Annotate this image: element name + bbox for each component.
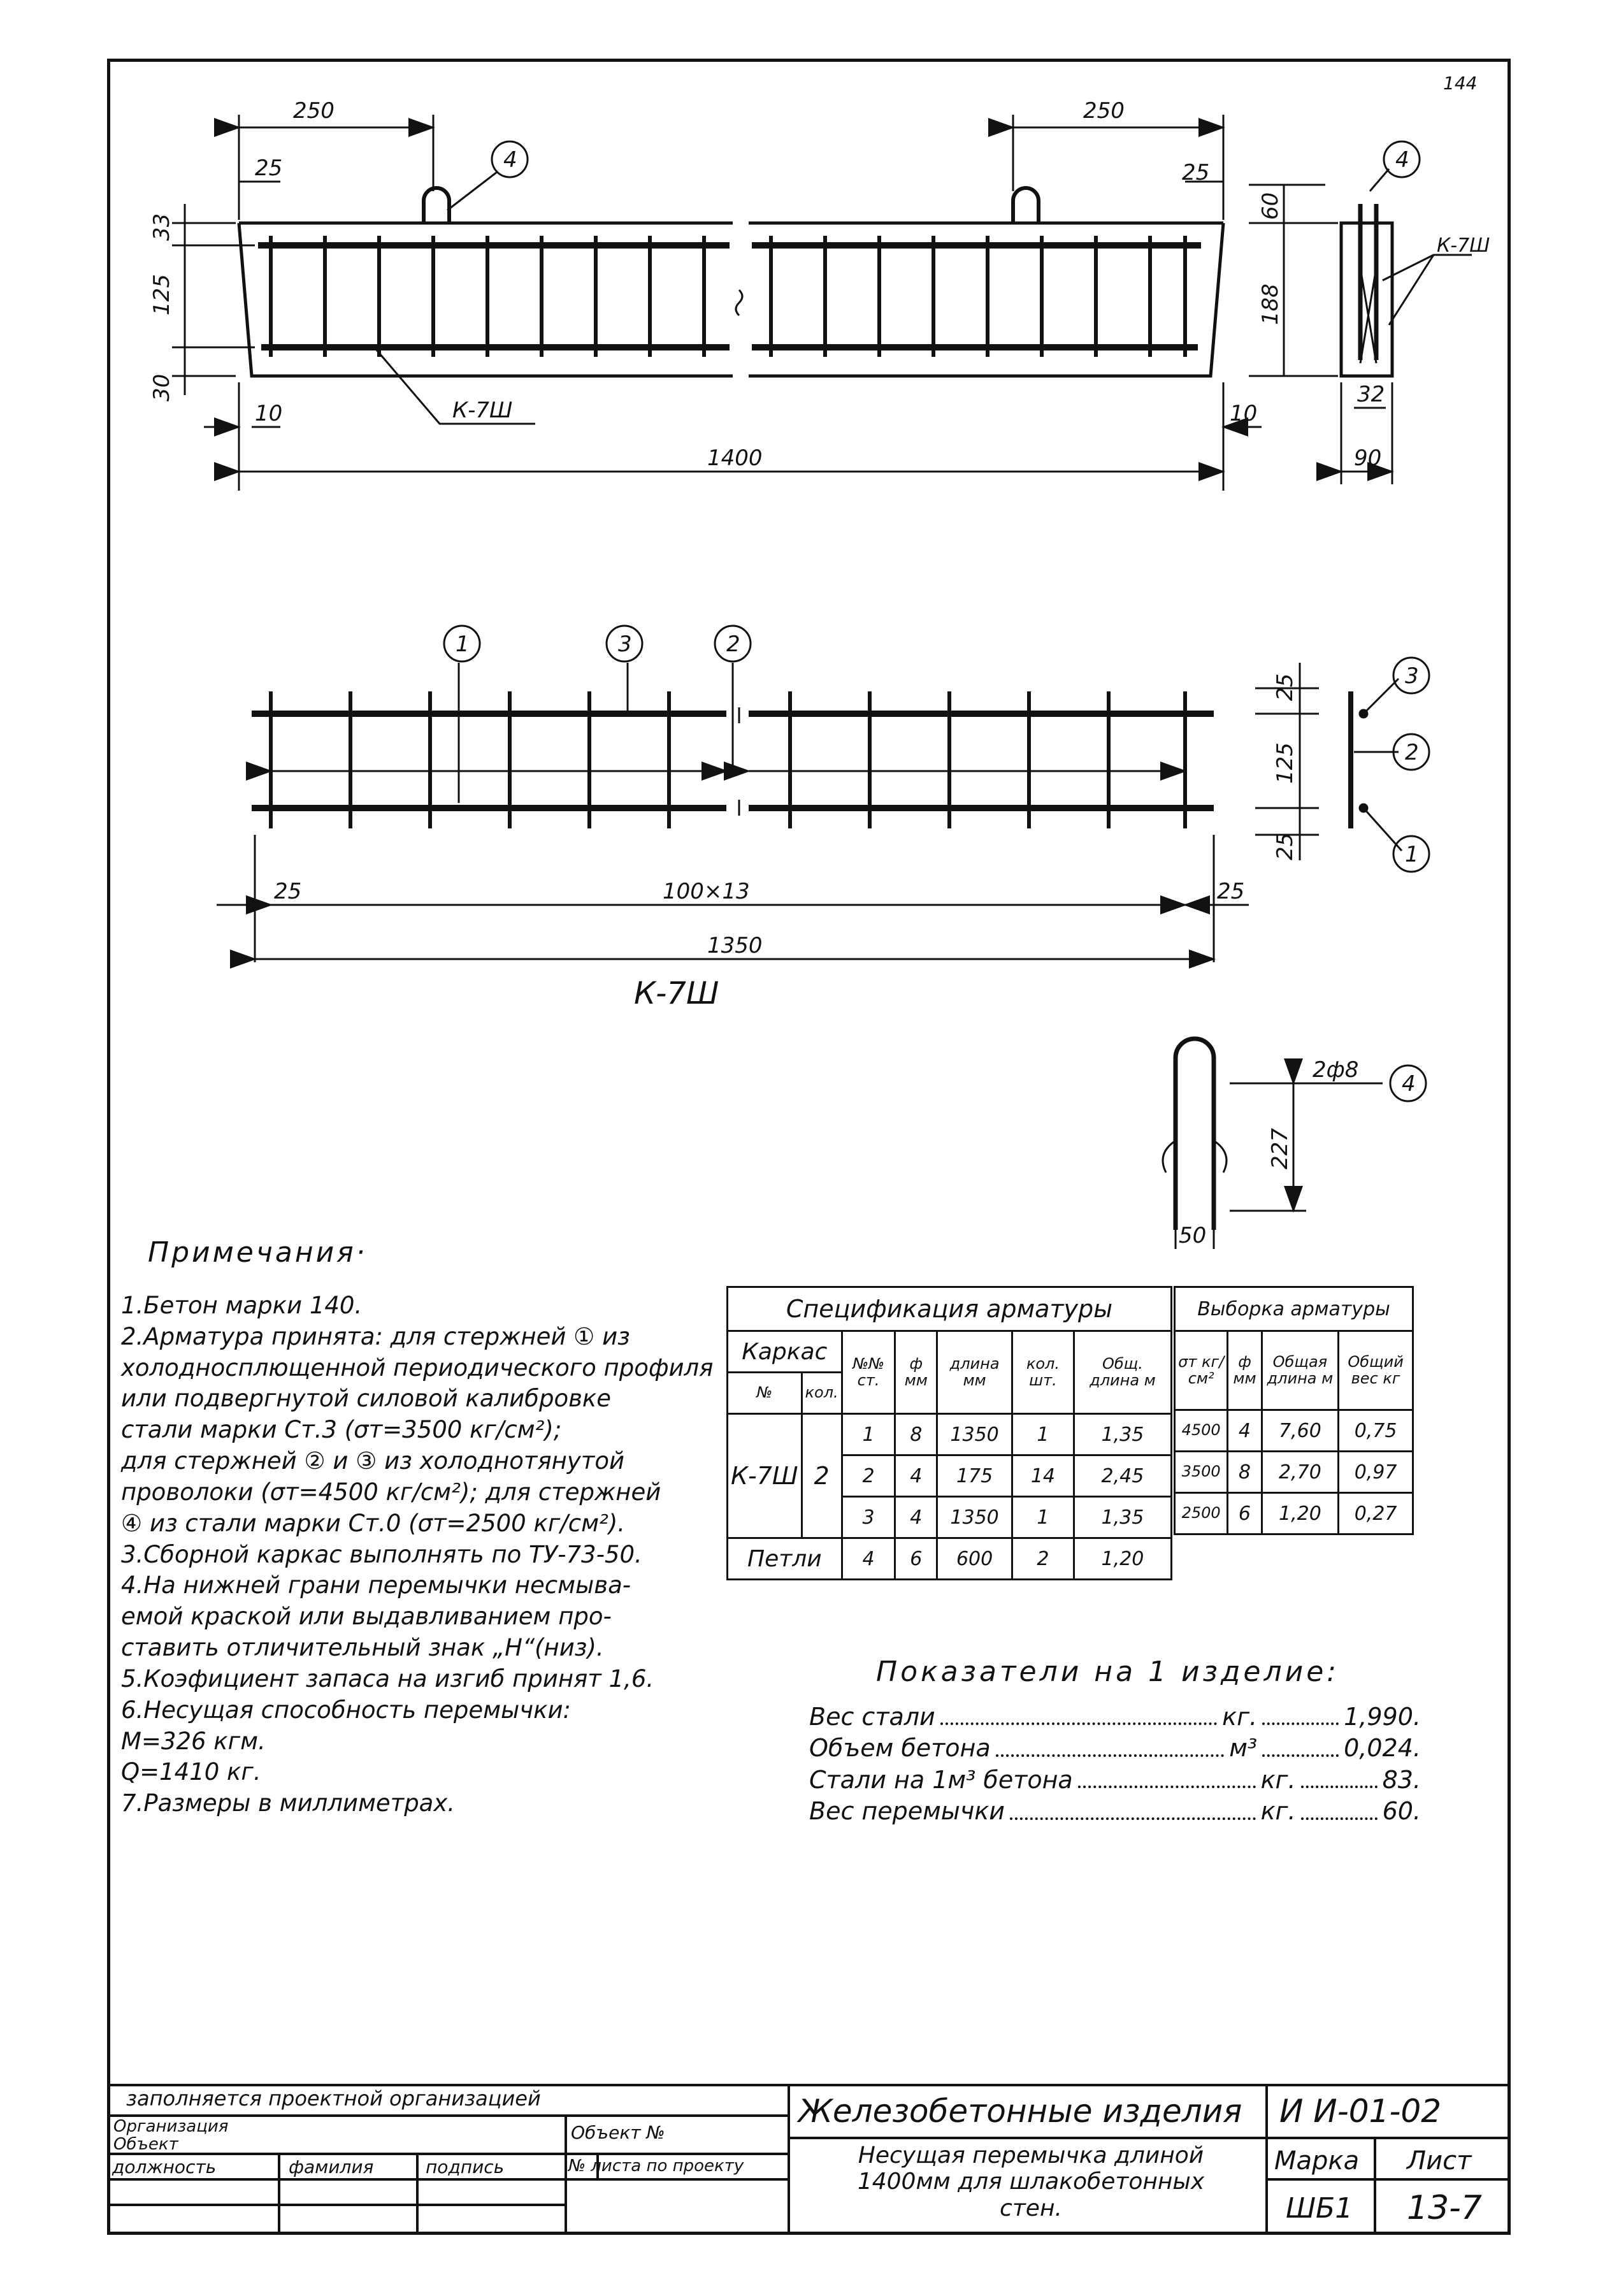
mark-value: ШБ1 xyxy=(1286,2192,1353,2225)
beam-elevation xyxy=(172,115,1262,491)
cell: 8 xyxy=(1228,1452,1262,1493)
note-item: 3.Сборной каркас выполнять по ТУ-73-50. xyxy=(121,1540,642,1568)
spec-col-header: длина мм xyxy=(937,1331,1012,1414)
spec-col-header: ф мм xyxy=(895,1331,937,1414)
side-marker-1: 1 xyxy=(1405,842,1419,867)
indicator-label: Вес стали xyxy=(809,1703,935,1731)
indicator-unit: кг. xyxy=(1260,1765,1296,1794)
dim-1400: 1400 xyxy=(707,445,763,471)
object-label: Объект xyxy=(113,2135,178,2154)
cell: 1 xyxy=(1012,1497,1074,1538)
cell: 1 xyxy=(842,1414,895,1455)
cell: 2,45 xyxy=(1074,1455,1171,1497)
cell: 6 xyxy=(895,1538,937,1580)
cell: 4 xyxy=(895,1497,937,1538)
dim-25-frame-right: 25 xyxy=(1217,879,1245,904)
note-item: 6.Несущая способность перемычки: M=326 кгм. Q=1410 кг. xyxy=(121,1696,571,1786)
cell: 3 xyxy=(842,1497,895,1538)
note-item: 4.На нижней грани перемычки несмыва- емой краской или выдавливанием про- ставить отличительный знак „Н“(низ). xyxy=(121,1571,631,1662)
note-item: 2.Арматура принята: для стержней ① из холодносплющенной периодического профиля или подвергнутой силовой калибровке стали марки Ст.3 (σт=3500 кг/см²); для стержней ② и ③ из холоднотянутой проволоки (σт=4500 кг/см²); для стержней ④ из стали марки Ст.0 (σт=2500 кг/см²). xyxy=(121,1322,714,1537)
indicator-value: 83. xyxy=(1382,1765,1421,1794)
dim-188: 188 xyxy=(1258,284,1283,325)
frame-k7sh xyxy=(217,626,1429,962)
selection-title: Выборка арматуры xyxy=(1175,1287,1413,1331)
spec-col-header: кол. xyxy=(802,1373,842,1414)
indicator-value: 60. xyxy=(1382,1797,1421,1826)
cell: 4500 xyxy=(1175,1410,1228,1452)
cell: 14 xyxy=(1012,1455,1074,1497)
notes-list xyxy=(121,1290,733,1819)
cell: Петли xyxy=(728,1538,842,1580)
side-dim-125: 125 xyxy=(1272,742,1298,784)
cell: 2500 xyxy=(1175,1493,1228,1534)
sheet-in-project-label: № листа по проекту xyxy=(568,2156,744,2176)
spec-title: Спецификация арматуры xyxy=(728,1287,1172,1331)
cell: 4 xyxy=(1228,1410,1262,1452)
dim-25-right: 25 xyxy=(1182,160,1210,185)
indicator-value: 0,024. xyxy=(1344,1734,1421,1763)
note-item: 1.Бетон марки 140. xyxy=(121,1292,363,1319)
cell: 6 xyxy=(1228,1493,1262,1534)
cell: 1,20 xyxy=(1262,1493,1339,1534)
title-block xyxy=(107,2084,1511,2235)
org-label: Организация xyxy=(113,2117,229,2136)
cell: 600 xyxy=(937,1538,1012,1580)
indicator-label: Стали на 1м³ бетона xyxy=(809,1765,1073,1794)
spec-frame-name: К-7Ш xyxy=(728,1414,802,1538)
spec-col-header: Общ. длина м xyxy=(1074,1331,1171,1414)
cell: 4 xyxy=(895,1455,937,1497)
frame-title: К-7Ш xyxy=(634,976,719,1011)
cell: 175 xyxy=(937,1455,1012,1497)
spec-group-header: Каркас xyxy=(728,1331,842,1373)
marker-4-section: 4 xyxy=(1395,147,1409,173)
cell: 2,70 xyxy=(1262,1452,1339,1493)
surname-label: фамилия xyxy=(289,2156,374,2177)
sel-col-header: Общая длина м xyxy=(1262,1331,1339,1410)
indicator-unit: кг. xyxy=(1260,1797,1296,1826)
cell: 3500 xyxy=(1175,1452,1228,1493)
dim-90: 90 xyxy=(1354,445,1382,471)
signature-label: подпись xyxy=(426,2156,505,2177)
dim-33: 33 xyxy=(149,213,175,241)
notes-title: Примечания· xyxy=(148,1236,368,1269)
marker-1: 1 xyxy=(456,632,470,657)
loop-detail xyxy=(1163,1039,1426,1249)
dim-25-frame-left: 25 xyxy=(274,879,302,904)
cell: 0,27 xyxy=(1339,1493,1413,1534)
dim-227: 227 xyxy=(1267,1128,1293,1169)
indicator-value: 1,990. xyxy=(1344,1703,1421,1731)
indicator-row xyxy=(809,1765,1421,1796)
table-row xyxy=(728,1538,1172,1580)
sel-col-header: Общий вес кг xyxy=(1339,1331,1413,1410)
indicators-title: Показатели на 1 изделие: xyxy=(876,1656,1340,1688)
table-row xyxy=(728,1414,1172,1455)
sel-col-header: ф мм xyxy=(1228,1331,1262,1410)
dim-60: 60 xyxy=(1258,192,1283,220)
dim-250-left: 250 xyxy=(293,98,335,124)
position-label: должность xyxy=(112,2156,217,2177)
loop-marker: 4 xyxy=(1402,1071,1416,1097)
cell: 1,35 xyxy=(1074,1414,1171,1455)
dim-10-right: 10 xyxy=(1230,401,1258,426)
dim-250-right: 250 xyxy=(1083,98,1125,124)
cell: 1,20 xyxy=(1074,1538,1171,1580)
cell: 4 xyxy=(842,1538,895,1580)
product-description: Несущая перемычка длиной 1400мм для шлакобетонных стен. xyxy=(857,2142,1205,2221)
sheet-label: Лист xyxy=(1407,2146,1472,2176)
marker-2: 2 xyxy=(726,632,740,657)
loop-label: 2ф8 xyxy=(1313,1057,1359,1083)
selection-table xyxy=(1174,1286,1414,1535)
mark-label: Марка xyxy=(1274,2146,1360,2176)
side-dim-25-bottom: 25 xyxy=(1272,832,1298,860)
indicators-list xyxy=(809,1701,1421,1828)
sheet-number: 144 xyxy=(1443,73,1478,94)
series-code: И И-01-02 xyxy=(1279,2093,1442,2130)
indicator-row xyxy=(809,1796,1421,1827)
indicator-row xyxy=(809,1701,1421,1733)
cell: 1,35 xyxy=(1074,1497,1171,1538)
side-marker-3: 3 xyxy=(1405,663,1419,689)
indicator-unit: м³ xyxy=(1229,1734,1258,1763)
side-marker-2: 2 xyxy=(1405,740,1419,765)
object-no-label: Объект № xyxy=(571,2122,665,2143)
spec-col-header: кол. шт. xyxy=(1012,1331,1074,1414)
cell: 1350 xyxy=(937,1414,1012,1455)
indicator-label: Вес перемычки xyxy=(809,1797,1005,1826)
cell: 8 xyxy=(895,1414,937,1455)
spec-col-header: № xyxy=(728,1373,802,1414)
dim-30: 30 xyxy=(149,373,175,401)
dim-125: 125 xyxy=(149,274,175,315)
cell: 7,60 xyxy=(1262,1410,1339,1452)
note-item: 5.Коэфициент запаса на изгиб принят 1,6. xyxy=(121,1664,654,1693)
section-frame-label: К-7Ш xyxy=(1437,235,1490,257)
dim-10-left: 10 xyxy=(255,401,283,426)
frame-label-top: К-7Ш xyxy=(452,398,513,423)
table-row xyxy=(1175,1410,1413,1452)
cell: 0,97 xyxy=(1339,1452,1413,1493)
cell: 2 xyxy=(1012,1538,1074,1580)
cell: 2 xyxy=(842,1455,895,1497)
marker-4-top: 4 xyxy=(503,147,517,173)
table-row xyxy=(1175,1452,1413,1493)
table-row xyxy=(1175,1493,1413,1534)
dim-1350: 1350 xyxy=(707,933,763,958)
spec-table xyxy=(726,1286,1172,1580)
series-title: Железобетонные изделия xyxy=(798,2093,1242,2130)
sel-col-header: σт кг/см² xyxy=(1175,1331,1228,1410)
filled-by: заполняется проектной организацией xyxy=(126,2086,541,2111)
spec-frame-qty: 2 xyxy=(802,1414,842,1538)
indicator-unit: кг. xyxy=(1222,1703,1258,1731)
dim-spacing: 100×13 xyxy=(663,879,750,904)
side-dim-25-top: 25 xyxy=(1272,673,1298,701)
indicator-row xyxy=(809,1733,1421,1764)
cell: 1350 xyxy=(937,1497,1012,1538)
indicator-label: Объем бетона xyxy=(809,1734,991,1763)
marker-3: 3 xyxy=(618,632,632,657)
dim-25-left: 25 xyxy=(255,155,283,181)
sheet-value: 13-7 xyxy=(1407,2189,1483,2227)
spec-col-header: №№ ст. xyxy=(842,1331,895,1414)
dim-50: 50 xyxy=(1179,1223,1207,1248)
cell: 0,75 xyxy=(1339,1410,1413,1452)
note-item: 7.Размеры в миллиметрах. xyxy=(121,1789,456,1817)
cell: 1 xyxy=(1012,1414,1074,1455)
dim-32: 32 xyxy=(1357,382,1385,407)
